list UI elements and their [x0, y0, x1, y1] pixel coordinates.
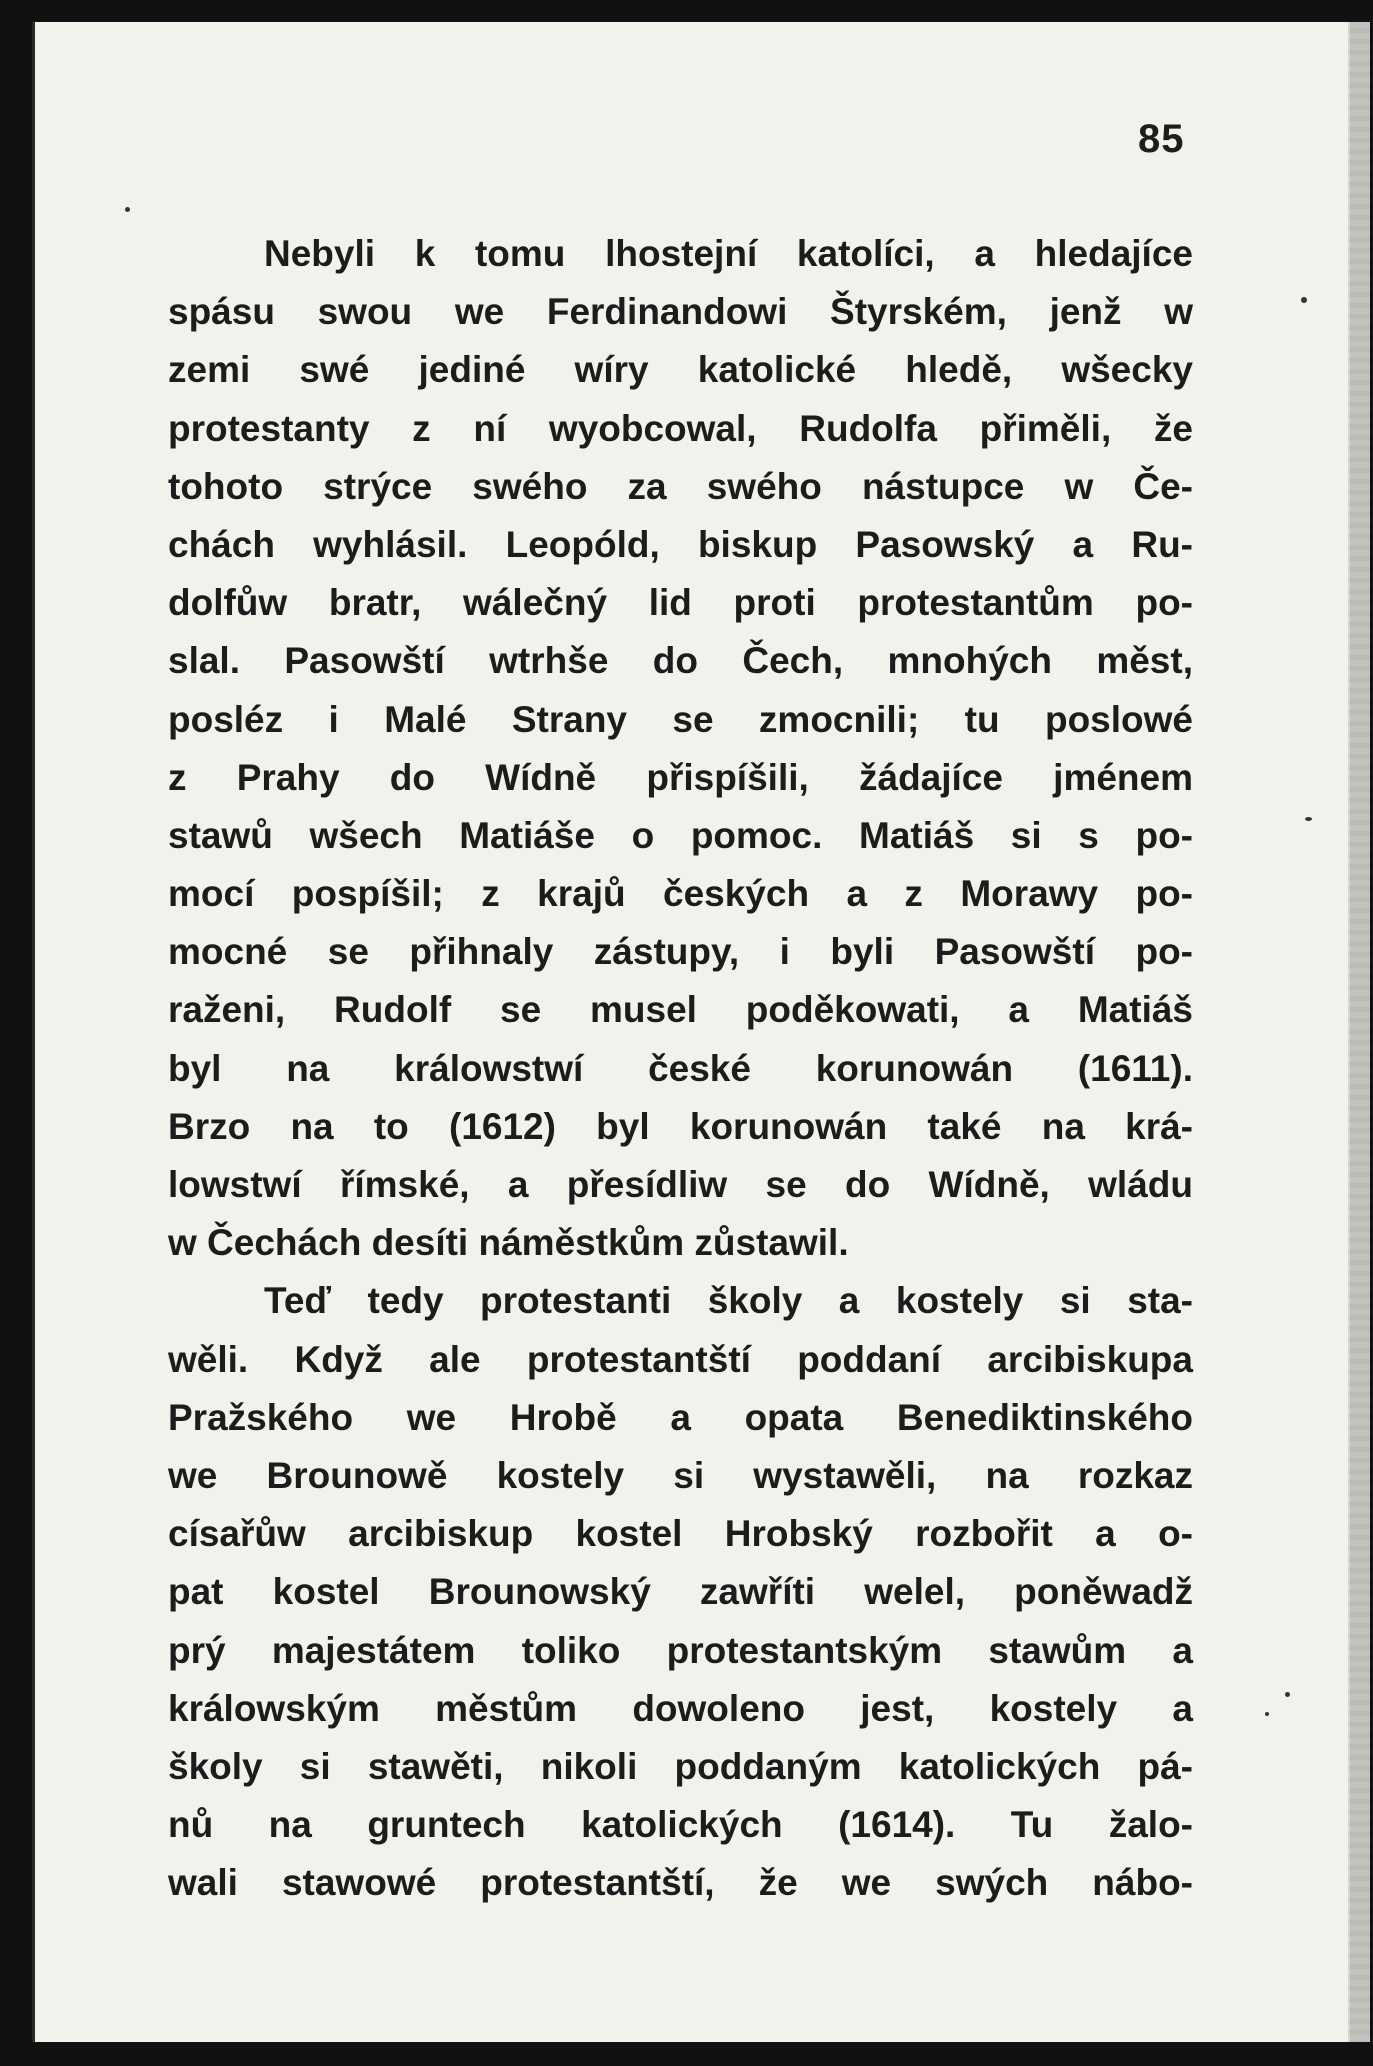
text-line: králowským městům dowoleno jest, kostely a [168, 1687, 1193, 1729]
book-page [32, 22, 1350, 2042]
text-line: pat kostel Brounowský zawříti welel, poněwadž [168, 1571, 1193, 1613]
body-text [168, 225, 1193, 1912]
text-line: protestanty z ní wyobcowal, Rudolfa přiměli, že [168, 407, 1193, 449]
text-line: wali stawowé protestantští, že we swých nábo- [168, 1862, 1193, 1904]
text-line: z Prahy do Wídně přispíšili, žádajíce jménem [168, 756, 1193, 798]
text-line: nů na gruntech katolických (1614). Tu žalo- [168, 1804, 1193, 1846]
text-line: wěli. Když ale protestantští poddaní arcibiskupa [168, 1338, 1193, 1380]
text-line: dolfůw bratr, wálečný lid proti protestantům po- [168, 582, 1193, 624]
text-line: císařůw arcibiskup kostel Hrobský rozbořit a o- [168, 1513, 1193, 1555]
text-line: stawů wšech Matiáše o pomoc. Matiáš si s po- [168, 814, 1193, 856]
ink-speck [1305, 817, 1312, 821]
text-line: školy si stawěti, nikoli poddaným katolických pá- [168, 1745, 1193, 1787]
page-edge [1348, 22, 1370, 2042]
text-line: Brzo na to (1612) byl korunowán také na krá- [168, 1105, 1193, 1147]
text-line: slal. Pasowští wtrhše do Čech, mnohých měst, [168, 640, 1193, 682]
text-line: Teď tedy protestanti školy a kostely si sta- [264, 1280, 1193, 1322]
text-line: zemi swé jediné wíry katolické hledě, wšecky [168, 349, 1193, 391]
ink-speck [1265, 1712, 1269, 1716]
text-line: raženi, Rudolf se musel poděkowati, a Matiáš [168, 989, 1193, 1031]
text-line: Pražského we Hrobě a opata Benediktinského [168, 1396, 1193, 1438]
text-line: mocné se přihnaly zástupy, i byli Pasowští po- [168, 931, 1193, 973]
text-line: chách wyhlásil. Leopóld, biskup Pasowský a Ru- [168, 523, 1193, 565]
text-line: Nebyli k tomu lhostejní katolíci, a hledajíce [264, 233, 1193, 274]
ink-speck [1301, 297, 1307, 303]
ink-speck [125, 207, 130, 212]
text-line: we Brounowě kostely si wystawěli, na rozkaz [168, 1454, 1193, 1496]
text-line: spásu swou we Ferdinandowi Štyrském, jenž w [168, 291, 1193, 333]
text-line: w Čechách desíti náměstkům zůstawil. [168, 1222, 849, 1264]
text-line: byl na králowstwí české korunowán (1611). [168, 1047, 1193, 1089]
ink-speck [1285, 1692, 1290, 1697]
text-line: posléz i Malé Strany se zmocnili; tu poslowé [168, 698, 1193, 740]
text-line: mocí pospíšil; z krajů českých a z Morawy po- [168, 873, 1193, 915]
text-line: lowstwí římské, a přesídliw se do Wídně, wládu [168, 1164, 1193, 1205]
page-number: 85 [1138, 117, 1185, 161]
text-line: prý majestátem toliko protestantským stawům a [168, 1629, 1193, 1671]
text-line: tohoto strýce swého za swého nástupce w Če- [168, 465, 1193, 507]
